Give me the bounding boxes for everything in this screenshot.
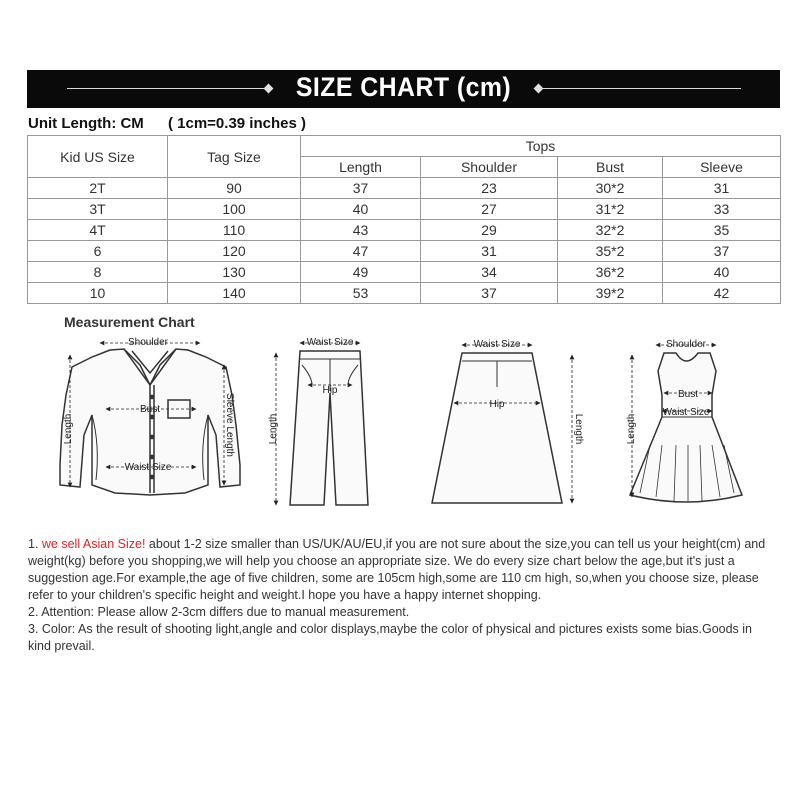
skirt-waist-label: Waist Size: [473, 339, 521, 350]
header-tops: Tops: [301, 136, 781, 157]
table-row: [28, 283, 781, 304]
cell-shoulder: 37: [421, 283, 558, 304]
title-banner: [27, 70, 780, 108]
dress-waist-label: Waist Size: [662, 407, 710, 418]
measurement-figures: [0, 325, 800, 515]
pants-length-label: Length: [268, 413, 279, 445]
table-row: [28, 241, 781, 262]
cell-kid-size: 6: [28, 241, 168, 262]
cell-kid-size: 3T: [28, 199, 168, 220]
cell-sleeve: 35: [663, 220, 781, 241]
table-row: [28, 220, 781, 241]
measurement-chart-title: Measurement Chart: [64, 314, 195, 330]
cell-kid-size: 2T: [28, 178, 168, 199]
cell-kid-size: 4T: [28, 220, 168, 241]
unit-label: Unit Length: CM: [28, 115, 144, 132]
shirt-bust-label: Bust: [139, 404, 161, 415]
page-title: SIZE CHART (cm): [295, 72, 512, 102]
cell-bust: 32*2: [558, 220, 663, 241]
cell-length: 37: [301, 178, 421, 199]
skirt-hip-label: Hip: [489, 399, 505, 410]
note-1-text: about 1-2 size smaller than US/UK/AU/EU,if you are not sure about the size,you can tell us your height(cm) and weight(kg) before you shopping,we will help you choose an appropriate size. We do every size chart below the age,but it's just a suggestion age.For example,the age of five children, some are 105cm high,some are 110 cm high, so,when you choose size, please refer to your children's specific height and weight.I hope you have a happy internet shopping.: [28, 537, 766, 602]
cell-sleeve: 40: [663, 262, 781, 283]
cell-shoulder: 31: [421, 241, 558, 262]
header-shoulder: Shoulder: [421, 157, 558, 178]
header-sleeve: Sleeve: [663, 157, 781, 178]
cell-sleeve: 42: [663, 283, 781, 304]
cell-tag-size: 140: [168, 283, 301, 304]
header-kid-us-size: Kid US Size: [28, 136, 168, 178]
note-1: [28, 536, 776, 604]
dress-length-label: Length: [626, 413, 637, 445]
header-bust: Bust: [558, 157, 663, 178]
note-2: 2. Attention: Please allow 2-3cm differs due to manual measurement.: [28, 605, 410, 619]
note-1-highlight: we sell Asian Size!: [41, 537, 146, 551]
cell-shoulder: 29: [421, 220, 558, 241]
cell-length: 40: [301, 199, 421, 220]
shirt-length-label: Length: [63, 413, 74, 445]
shirt-sleeve-label: Sleeve Length: [224, 393, 235, 457]
cell-kid-size: 8: [28, 262, 168, 283]
skirt-icon: [432, 353, 562, 503]
dress-icon: [630, 353, 742, 502]
dress-shoulder-label: Shoulder: [665, 339, 707, 350]
cell-tag-size: 110: [168, 220, 301, 241]
cell-shoulder: 23: [421, 178, 558, 199]
header-tag-size: Tag Size: [168, 136, 301, 178]
cell-sleeve: 31: [663, 178, 781, 199]
unit-conversion: ( 1cm=0.39 inches ): [167, 115, 306, 132]
table-row: [28, 178, 781, 199]
size-table: [27, 135, 781, 304]
cell-bust: 39*2: [558, 283, 663, 304]
cell-tag-size: 120: [168, 241, 301, 262]
cell-sleeve: 37: [663, 241, 781, 262]
notes-section: [28, 536, 776, 655]
table-row: [28, 199, 781, 220]
pants-icon: [290, 351, 368, 505]
cell-shoulder: 27: [421, 199, 558, 220]
cell-bust: 35*2: [558, 241, 663, 262]
header-length: Length: [301, 157, 421, 178]
cell-shoulder: 34: [421, 262, 558, 283]
shirt-shoulder-label: Shoulder: [127, 337, 169, 348]
cell-kid-size: 10: [28, 283, 168, 304]
cell-tag-size: 100: [168, 199, 301, 220]
skirt-length-label: Length: [573, 413, 584, 445]
cell-bust: 31*2: [558, 199, 663, 220]
cell-length: 47: [301, 241, 421, 262]
pants-hip-label: Hip: [322, 385, 338, 396]
note-1-prefix: 1.: [28, 537, 42, 551]
pants-waist-label: Waist Size: [306, 337, 354, 348]
dress-bust-label: Bust: [677, 389, 699, 400]
cell-bust: 30*2: [558, 178, 663, 199]
banner-divider-right: [541, 88, 741, 89]
shirt-waist-label: Waist Size: [124, 462, 172, 473]
cell-length: 49: [301, 262, 421, 283]
cell-tag-size: 130: [168, 262, 301, 283]
cell-tag-size: 90: [168, 178, 301, 199]
cell-bust: 36*2: [558, 262, 663, 283]
cell-sleeve: 33: [663, 199, 781, 220]
cell-length: 53: [301, 283, 421, 304]
unit-line: [28, 115, 306, 132]
table-row: [28, 262, 781, 283]
cell-length: 43: [301, 220, 421, 241]
note-3: 3. Color: As the result of shooting light,angle and color displays,maybe the color of physical and pictures exists some bias.Goods in kind prevail.: [28, 622, 752, 653]
shirt-icon: [60, 349, 240, 495]
